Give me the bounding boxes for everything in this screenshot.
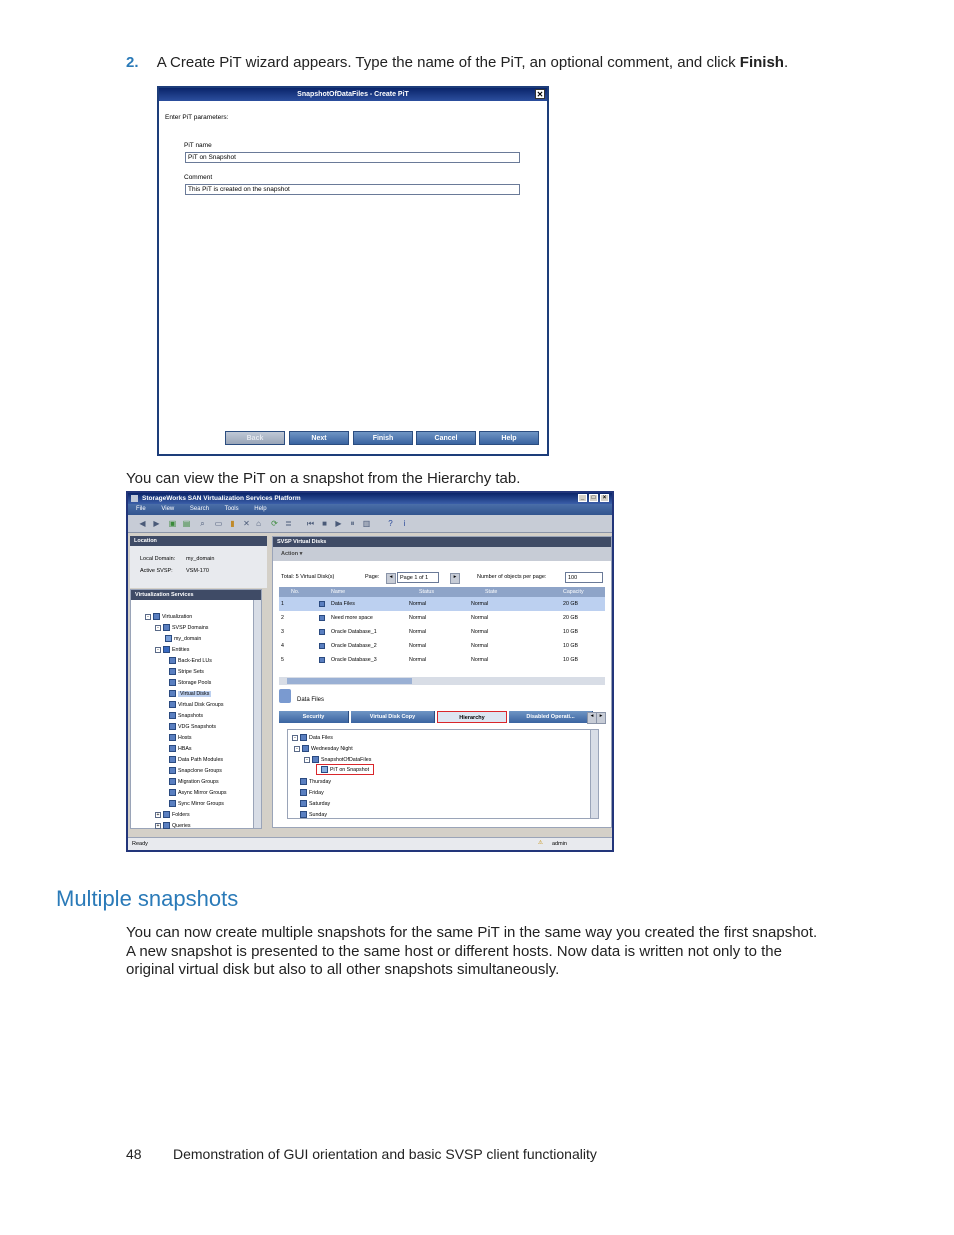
hierarchy-scrollbar[interactable] xyxy=(590,730,598,818)
page-label: Page: xyxy=(365,574,380,580)
tree-item-my-domain[interactable]: my_domain xyxy=(165,635,201,642)
hierarchy-caption: You can view the PiT on a snapshot from the Hierarchy tab. xyxy=(126,470,521,487)
next-button[interactable]: Next xyxy=(289,431,349,445)
hier-item-data-files[interactable]: - Data Files xyxy=(292,734,333,741)
tab-disabled-operations[interactable]: Disabled Operati... xyxy=(509,711,593,723)
tree-item-storage-pools[interactable]: Storage Pools xyxy=(169,679,211,686)
prev-page-icon[interactable]: ◂ xyxy=(386,573,396,584)
tree-item-virtual-disks[interactable]: Virtual Disks xyxy=(169,690,211,697)
tree-item-sync-mirror-groups[interactable]: Sync Mirror Groups xyxy=(169,800,224,807)
status-bar xyxy=(128,837,612,851)
dialog-title-bar xyxy=(159,88,547,101)
hierarchy-tree xyxy=(287,729,599,819)
minimize-icon[interactable]: _ xyxy=(578,494,587,502)
close-icon[interactable]: ✕ xyxy=(536,90,544,99)
menu-help[interactable]: Help xyxy=(254,506,267,512)
toolbar xyxy=(128,515,612,533)
body-line: You can now create multiple snapshots for the same PiT in the same way you created the first snapshot. xyxy=(126,924,818,941)
col-state[interactable]: State xyxy=(485,589,498,595)
folder-icon[interactable]: ▭ xyxy=(214,519,223,528)
services-header: Virtualization Services xyxy=(131,590,261,600)
window-title-bar xyxy=(128,493,612,504)
maximize-icon[interactable]: □ xyxy=(589,494,598,502)
step-text-end: . xyxy=(783,54,789,71)
forward-arrow-icon[interactable]: ▶ xyxy=(153,519,160,528)
objects-per-page-select[interactable]: 100 xyxy=(565,572,603,583)
refresh-icon[interactable]: ⟳ xyxy=(271,519,278,528)
menu-bar xyxy=(128,504,612,515)
objects-per-page-label: Number of objects per page: xyxy=(477,574,547,580)
tree-item-snapshots[interactable]: Snapshots xyxy=(169,712,203,719)
active-svsp-label: Active SVSP: xyxy=(140,568,173,574)
body-line: A new snapshot is presented to the same host or different hosts. Now data is written not only to the xyxy=(126,942,782,960)
table-hscrollbar[interactable] xyxy=(279,677,605,685)
help-button[interactable]: Help xyxy=(479,431,539,445)
col-capacity[interactable]: Capacity xyxy=(563,589,584,595)
tree-item-migration-groups[interactable]: Migration Groups xyxy=(169,778,219,785)
app-icon xyxy=(131,495,138,502)
section-title: Multiple snapshots xyxy=(56,886,239,911)
finish-button[interactable]: Finish xyxy=(353,431,413,445)
back-arrow-icon[interactable]: ◀ xyxy=(139,519,146,528)
col-no[interactable]: No. xyxy=(291,589,300,595)
vdisk-table-header xyxy=(279,587,605,597)
tree-item-virtual-disk-groups[interactable]: Virtual Disk Groups xyxy=(169,701,224,708)
action-menu[interactable]: Action ▾ xyxy=(281,551,303,557)
body-line: original virtual disk but also to all other snapshots simultaneously. xyxy=(126,961,560,978)
tree-item-vdg-snapshots[interactable]: VDG Snapshots xyxy=(169,723,216,730)
dialog-title: SnapshotOfDataFiles - Create PiT xyxy=(297,91,409,98)
vdisk-table-body xyxy=(279,597,605,667)
hier-item-sunday[interactable]: Sunday xyxy=(300,811,327,818)
hier-item-pit-on-snapshot[interactable]: PiT on Snapshot xyxy=(316,764,374,775)
tab-hierarchy[interactable]: Hierarchy xyxy=(437,711,507,723)
dialog-intro: Enter PiT parameters: xyxy=(165,114,229,121)
info-icon[interactable]: i xyxy=(403,519,406,528)
col-name[interactable]: Name xyxy=(331,589,346,595)
table-row[interactable]: 4 Oracle Database_2 Normal Normal 10 GB xyxy=(281,643,579,649)
warning-icon: ⚠ xyxy=(538,840,543,846)
total-count: Total: 5 Virtual Disk(s) xyxy=(281,574,335,580)
first-icon[interactable]: ⏮ xyxy=(306,519,315,528)
page-select[interactable]: Page 1 of 1 xyxy=(397,572,439,583)
back-button[interactable]: Back xyxy=(225,431,285,445)
tab-virtual-disk-copy[interactable]: Virtual Disk Copy xyxy=(351,711,435,723)
lock-icon[interactable]: ▮ xyxy=(230,519,235,528)
col-status[interactable]: Status xyxy=(419,589,435,595)
comment-label: Comment xyxy=(184,174,213,181)
step-text: A Create PiT wizard appears. Type the name of the PiT, an optional comment, and click xyxy=(156,54,740,71)
tree-item-hosts[interactable]: Hosts xyxy=(169,734,192,741)
tab-scroll-left-icon[interactable]: ◂ xyxy=(587,712,597,724)
list-icon[interactable]: ≣ xyxy=(285,519,292,528)
detail-tabs xyxy=(279,711,593,723)
tree-item-async-mirror-groups[interactable]: Async Mirror Groups xyxy=(169,789,227,796)
page-number: 48 xyxy=(126,1146,142,1162)
finish-word: Finish xyxy=(739,54,784,71)
menu-search[interactable]: Search xyxy=(189,506,209,512)
hier-item-saturday[interactable]: Saturday xyxy=(300,800,330,807)
table-row[interactable]: 3 Oracle Database_1 Normal Normal 10 GB xyxy=(281,629,579,635)
active-svsp-value: VSM-170 xyxy=(186,568,209,574)
vdisks-header: SVSP Virtual Disks xyxy=(273,537,611,547)
tree-item-folders[interactable]: + Folders xyxy=(156,811,190,818)
tree-item-queries: + Queries xyxy=(156,822,191,829)
location-panel xyxy=(130,536,267,588)
table-row[interactable]: 2 Need more space Normal Normal 20 GB xyxy=(281,615,579,621)
table-row[interactable]: 5 Oracle Database_3 Normal Normal 10 GB xyxy=(281,657,579,663)
services-panel xyxy=(130,589,262,829)
stats-icon[interactable]: ▥ xyxy=(362,519,371,528)
status-user: admin xyxy=(552,841,567,847)
footer-text: Demonstration of GUI orientation and basic SVSP client functionality xyxy=(173,1146,597,1162)
tree-item-svsp-domains[interactable]: - SVSP Domains xyxy=(155,624,208,631)
step-number: 2. xyxy=(126,54,139,71)
stop-icon[interactable]: ■ xyxy=(322,519,327,528)
home-icon[interactable]: ⌂ xyxy=(256,519,261,528)
status-text: Ready xyxy=(132,841,148,847)
help-icon[interactable]: ? xyxy=(388,519,393,528)
hier-item-wednesday-night[interactable]: - Wednesday Night xyxy=(294,745,353,752)
search-icon[interactable]: ⌕ xyxy=(200,519,205,528)
tree-item-back-end-lus[interactable]: Back-End LUs xyxy=(169,657,212,664)
location-header: Location xyxy=(130,536,267,546)
hscroll-thumb[interactable] xyxy=(287,678,412,684)
pit-name-label: PiT name xyxy=(184,142,212,149)
close-icon[interactable]: × xyxy=(600,494,609,502)
window-title: StorageWorks SAN Virtualization Services Platform xyxy=(142,495,301,502)
hier-item-thursday[interactable]: Thursday xyxy=(300,778,331,785)
vdisks-panel xyxy=(272,536,612,828)
tree-item-data-path-modules[interactable]: Data Path Modules xyxy=(169,756,223,763)
pit-name-input[interactable]: PiT on Snapshot xyxy=(185,152,520,163)
step-2-paragraph xyxy=(126,54,846,73)
local-domain-value: my_domain xyxy=(186,556,215,562)
menu-file[interactable]: File xyxy=(136,506,146,512)
pause-icon[interactable]: ⏸ xyxy=(350,519,355,528)
disk-icon xyxy=(279,689,291,703)
detail-title: Data Files xyxy=(297,697,325,703)
menu-tools[interactable]: Tools xyxy=(224,506,239,512)
delete-icon[interactable]: ✕ xyxy=(243,519,250,528)
cancel-button[interactable]: Cancel xyxy=(416,431,476,445)
body-paragraph xyxy=(126,924,826,980)
svsp-window xyxy=(126,491,614,852)
tab-scroll-right-icon[interactable]: ▸ xyxy=(596,712,606,724)
report-icon[interactable]: ▤ xyxy=(182,519,191,528)
table-row[interactable]: 1 Data Files Normal Normal 20 GB xyxy=(279,597,605,611)
local-domain-label: Local Domain: xyxy=(140,556,176,562)
action-bar xyxy=(273,547,612,561)
comment-input[interactable]: This PiT is created on the snapshot xyxy=(185,184,520,195)
play-icon[interactable]: ▶ xyxy=(335,519,342,528)
next-page-icon[interactable]: ▸ xyxy=(450,573,460,584)
tree-item-entities[interactable]: - Entities xyxy=(155,646,189,653)
hier-item-friday[interactable]: Friday xyxy=(300,789,324,796)
tree-item-hbas[interactable]: HBAs xyxy=(169,745,192,752)
tree-scrollbar[interactable] xyxy=(253,600,261,828)
tree-item-virtualization[interactable]: - Virtualization xyxy=(145,613,192,620)
tree-item-snapclone-groups[interactable]: Snapclone Groups xyxy=(169,767,222,774)
tree-item-stripe-sets[interactable]: Stripe Sets xyxy=(169,668,204,675)
menu-view[interactable]: View xyxy=(161,506,175,512)
export-icon[interactable]: ▣ xyxy=(168,519,177,528)
tab-security[interactable]: Security xyxy=(279,711,349,723)
create-pit-dialog xyxy=(157,86,549,456)
hier-item-snapshotofdatafiles[interactable]: - SnapshotOfDataFiles xyxy=(304,756,371,763)
